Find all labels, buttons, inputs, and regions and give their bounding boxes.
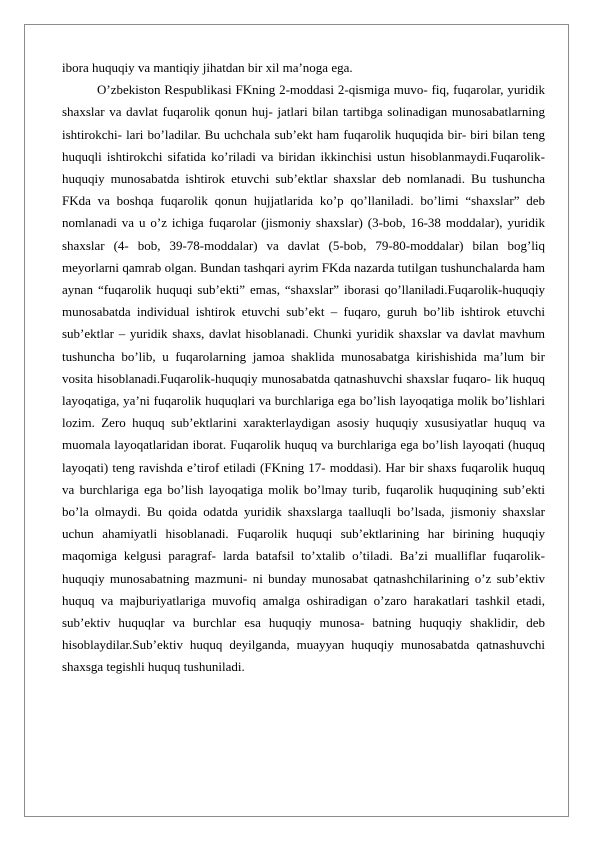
paragraph-main: O’zbekiston Respublikasi FKning 2-moddasi 2-qismiga muvo- fiq, fuqarolar, yuridik shaxslar va davlat fuqarolik qonun huj- jatlari bilan tartibga solinadigan munosabatlarning ishtirokchi- lari bo’ladilar. Bu uchchala sub’ekt ham fuqarolik huquqida bir- biri bilan teng huquqli ishtirokchi sifatida ko’riladi va biridan ikkinchisi ustun hisoblanmaydi.Fuqarolik-huquqiy munosabatda ishtirok etuvchi sub’ektlar shaxslar deb nomlanadi. Bu tushuncha FKda va boshqa fuqarolik qonun hujjatlarida ko’p qo’llaniladi. bo’limi “shaxslar” deb nomlanadi va u o’z ichiga fuqarolar (jismoniy shaxslar) (3-bob, 16-38 moddalar), yuridik shaxslar (4- bob, 39-78-moddalar) va davlat (5-bob, 79-80-moddalar) bilan bog’liq meyorlarni qamrab olgan. Bundan tashqari ayrim FKda nazarda tutilgan tushunchalarda ham aynan “fuqarolik huquqi sub’ekti” emas, “shaxslar” iborasi qo’llaniladi.Fuqarolik-huquqiy munosabatda individual ishtirok etuvchi sub’ekt – fuqaro, guruh bo’lib ishtirok etuvchi sub’ektlar – yuridik shaxs, davlat hisoblanadi. Chunki yuridik shaxslar va davlat mavhum tushuncha bo’lib, u fuqarolarning jamoa shaklida munosabatga kirishishida ma’lum bir vosita hisoblanadi.Fuqarolik-huquqiy munosabatda qatnashuvchi shaxslar fuqaro- lik huquq layoqatiga, ya’ni fuqarolik huquqlari va burchlariga ega bo’lish layoqatiga molik bo’lishlari lozim. Zero huquq sub’ektlarini xarakterlaydigan asosiy huquqiy xususiyatlar huquq va muomala layoqatlaridan iborat. Fuqarolik huquq va burchlariga ega bo’lish layoqati (huquq layoqati) teng ravishda e’tirof etiladi (FKning 17- moddasi). Har bir shaxs fuqarolik huquq va burchlariga ega bo’lish layoqatiga molik bo’lmay turib, fuqarolik huquqining sub’ekti bo’la olmaydi. Bu qoida odatda yuridik shaxslarga taalluqli bo’lsada, jismoniy shaxslar uchun ahamiyatli hisoblanadi. Fuqarolik huquqi sub’ektlarining har birining huquqiy maqomiga kelgusi paragraf- larda batafsil to’xtalib o’tiladi. Ba’zi mualliflar fuqarolik-huquqiy munosabatning mazmuni- ni bunday munosabat qatnashchilarining o’z sub’ektiv huquq va majburiyatlariga muvofiq amalga oshiradigan o’zaro harakatlari tashkil etadi, sub’ektiv huquqlar va burchlar esa huquqiy munosa- batning huquqiy shaklidir, deb hisoblaydilar.Sub’ektiv huquq deyilganda, muayyan huquqiy munosabatda qatnashuvchi shaxsga tegishli huquq tushuniladi. bbox=[62, 82, 545, 675]
paragraph-continuation: ibora huquqiy va mantiqiy jihatdan bir xil ma’noga ega. bbox=[62, 60, 353, 75]
document-body bbox=[62, 57, 545, 679]
